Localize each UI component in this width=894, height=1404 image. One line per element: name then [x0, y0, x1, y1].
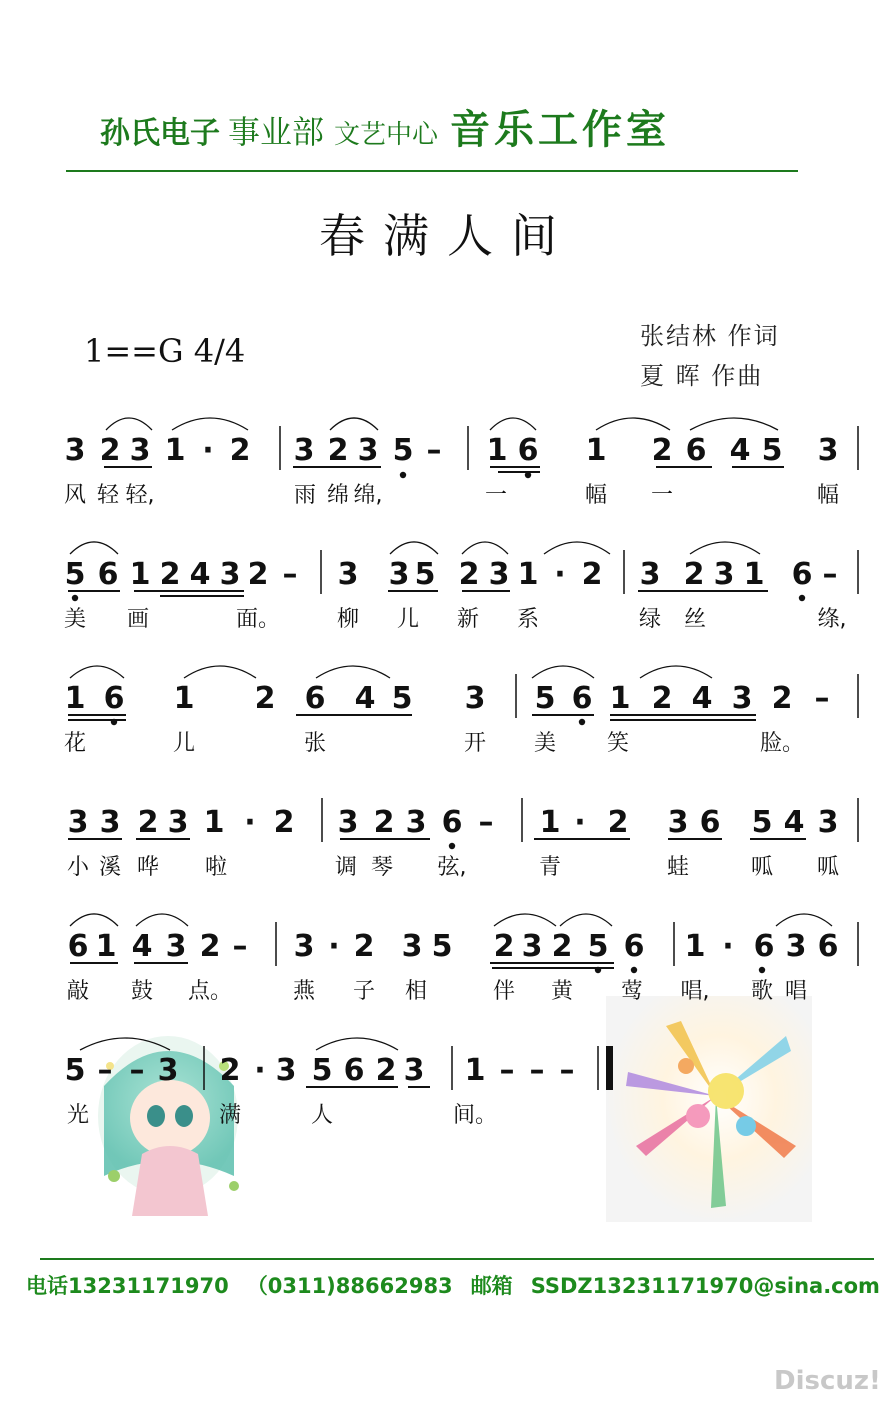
lyric-syllable: 敲 — [66, 979, 90, 1004]
octave-dot — [579, 719, 585, 725]
score-note: 6 — [97, 557, 119, 592]
score-note: 3 — [293, 433, 315, 468]
score-note: 1 — [743, 557, 765, 592]
score-note: 3 — [357, 433, 379, 468]
score-note: 4 — [691, 681, 713, 716]
score-note: – — [282, 557, 298, 592]
score-note: 1 — [684, 929, 706, 964]
score-note: 1 — [585, 433, 607, 468]
lyric-syllable: 面。 — [235, 607, 281, 632]
lyric-syllable: 一 — [650, 483, 674, 508]
slur-arc — [330, 418, 378, 430]
score-note: 5 — [751, 805, 773, 840]
score-note: – — [822, 557, 838, 592]
score-note: · — [254, 1053, 266, 1088]
lyric-syllable: 琴 — [370, 855, 394, 880]
score-note: 2 — [137, 805, 159, 840]
lyric-syllable: 幅 — [584, 483, 608, 508]
score-note: – — [529, 1053, 545, 1088]
score-note: · — [554, 557, 566, 592]
score-note: – — [499, 1053, 515, 1088]
score-note: 5 — [414, 557, 436, 592]
lyric-syllable: 莺 — [620, 979, 644, 1004]
score-note: 3 — [713, 557, 735, 592]
lyric-syllable: 美 — [63, 607, 87, 632]
slur-arc — [106, 418, 152, 430]
octave-dot — [799, 595, 805, 601]
octave-dot — [525, 472, 531, 478]
score-note: 1 — [609, 681, 631, 716]
lyric-syllable: 丝 — [683, 607, 707, 632]
score-note: – — [129, 1053, 145, 1088]
lyric-syllable: 美 — [533, 731, 557, 756]
score-note: 5 — [64, 1053, 86, 1088]
score-note: 1 — [517, 557, 539, 592]
lyric-syllable: 鼓 — [130, 979, 154, 1004]
lyric-syllable: 人 — [310, 1103, 334, 1128]
octave-dot — [759, 967, 765, 973]
score-note: 6 — [817, 929, 839, 964]
lyric-syllable: 脸。 — [759, 731, 805, 756]
score-note: 2 — [373, 805, 395, 840]
score-note: 2 — [375, 1053, 397, 1088]
score-note: 3 — [405, 805, 427, 840]
lyric-syllable: 儿 — [396, 607, 420, 632]
center-name: 文艺中心 — [334, 120, 439, 150]
score-note: 4 — [131, 929, 153, 964]
slur-arc — [70, 666, 124, 678]
score-note: 3 — [817, 433, 839, 468]
octave-dot — [400, 472, 406, 478]
studio-name: 音乐工作室 — [450, 106, 671, 153]
score-note: 2 — [493, 929, 515, 964]
score-note: 3 — [129, 433, 151, 468]
lyric-syllable: 呱 — [750, 855, 774, 880]
score-note: – — [478, 805, 494, 840]
score-note: · — [202, 433, 214, 468]
score-note: 5 — [64, 557, 86, 592]
lyric-syllable: 调 — [334, 855, 358, 880]
score-note: 1 — [173, 681, 195, 716]
slur-arc — [560, 914, 612, 926]
score-note: 6 — [571, 681, 593, 716]
score-note: 3 — [785, 929, 807, 964]
score-note: 6 — [517, 433, 539, 468]
lyric-syllable: 伴 — [492, 979, 516, 1004]
score-note: 2 — [607, 805, 629, 840]
score-note: 2 — [651, 433, 673, 468]
score-note: 3 — [219, 557, 241, 592]
octave-dot — [111, 719, 117, 725]
lyricist-credit: 张结林 作词 — [640, 322, 780, 350]
slur-arc — [80, 1038, 170, 1050]
score-note: 2 — [99, 433, 121, 468]
octave-dot — [631, 967, 637, 973]
score-note: 3 — [167, 805, 189, 840]
score-note: 6 — [441, 805, 463, 840]
score-note: 2 — [219, 1053, 241, 1088]
lyric-syllable: 新 — [456, 607, 480, 632]
forum-watermark: Discuz! — [774, 1366, 881, 1396]
slur-arc — [490, 418, 536, 430]
slur-arc — [70, 914, 118, 926]
score-note: · — [574, 805, 586, 840]
score-note: 3 — [165, 929, 187, 964]
score-note: 2 — [683, 557, 705, 592]
lyric-syllable: 蛙 — [666, 855, 690, 880]
lyric-syllable: 幅 — [816, 483, 840, 508]
score-note: 5 — [431, 929, 453, 964]
slur-arc — [70, 542, 118, 554]
slur-arc — [532, 666, 594, 678]
lyric-syllable: 呱 — [816, 855, 840, 880]
lyric-syllable: 歌 — [750, 979, 774, 1004]
score-note: 3 — [667, 805, 689, 840]
score-note: 5 — [391, 681, 413, 716]
email-label: 邮箱 — [470, 1274, 513, 1298]
key-signature: 1==G 4/4 — [84, 332, 246, 370]
score-note: 5 — [534, 681, 556, 716]
score-note: 6 — [304, 681, 326, 716]
slur-arc — [776, 914, 832, 926]
score-note: 6 — [623, 929, 645, 964]
score-note: 3 — [521, 929, 543, 964]
lyric-syllable: 绿 — [638, 607, 662, 632]
lyric-syllable: 笑 — [606, 731, 630, 756]
score-note: – — [232, 929, 248, 964]
octave-dot — [595, 967, 601, 973]
lyric-syllable: 绵 — [326, 483, 350, 508]
lyric-syllable: 张 — [303, 731, 327, 756]
slur-arc — [462, 542, 508, 554]
lyric-syllable: 一 — [484, 483, 508, 508]
score-note: 1 — [64, 681, 86, 716]
score-note: 2 — [229, 433, 251, 468]
score-note: 5 — [587, 929, 609, 964]
slur-arc — [390, 542, 438, 554]
score-note: 6 — [67, 929, 89, 964]
score-note: 2 — [273, 805, 295, 840]
score-note: 2 — [551, 929, 573, 964]
score-note: 2 — [458, 557, 480, 592]
score-note: 6 — [699, 805, 721, 840]
lyric-syllable: 雨 — [293, 483, 317, 508]
song-title: 春满人间 — [319, 209, 575, 263]
division-name: 事业部 — [228, 113, 325, 151]
lyric-syllable: 点。 — [187, 979, 233, 1004]
lyric-syllable: 风 — [63, 483, 87, 508]
lyric-syllable: 燕 — [292, 979, 316, 1004]
slur-arc — [544, 542, 610, 554]
company-name: 孙氏电子 — [100, 116, 220, 151]
score-note: 5 — [761, 433, 783, 468]
octave-dot — [72, 595, 78, 601]
lyric-syllable: 满 — [218, 1103, 242, 1128]
email-address: SSDZ13231171970@sina.com — [530, 1274, 880, 1298]
score-note: 4 — [783, 805, 805, 840]
score-note: 1 — [129, 557, 151, 592]
score-note: 2 — [247, 557, 269, 592]
score-note: 3 — [488, 557, 510, 592]
score-note: 2 — [159, 557, 181, 592]
score-note: · — [722, 929, 734, 964]
slur-arc — [316, 666, 390, 678]
footer-divider — [40, 1258, 874, 1260]
score-note: 4 — [189, 557, 211, 592]
lyric-syllable: 绦, — [817, 607, 847, 632]
final-bar-thick — [606, 1046, 613, 1090]
slur-arc — [690, 418, 778, 430]
lyric-syllable: 弦, — [437, 855, 467, 880]
lyric-syllable: 哗 — [136, 855, 160, 880]
score-note: · — [244, 805, 256, 840]
score-note: 2 — [254, 681, 276, 716]
score-note: 6 — [753, 929, 775, 964]
score-note: 5 — [311, 1053, 333, 1088]
lyric-syllable: 唱, — [680, 979, 710, 1004]
score-note: 4 — [354, 681, 376, 716]
phone-number: 电话13231171970 — [26, 1274, 229, 1298]
slur-arc — [596, 418, 670, 430]
octave-dot — [449, 843, 455, 849]
score-note: 2 — [199, 929, 221, 964]
score-note: 1 — [203, 805, 225, 840]
slur-arc — [640, 666, 712, 678]
score-note: – — [559, 1053, 575, 1088]
score-note: 1 — [486, 433, 508, 468]
lyric-syllable: 系 — [516, 607, 540, 632]
score-note: 3 — [401, 929, 423, 964]
score-note: – — [426, 433, 442, 468]
score-note: 3 — [157, 1053, 179, 1088]
score-note: – — [814, 681, 830, 716]
lyric-syllable: 黄 — [550, 979, 574, 1004]
lyric-syllable: 子 — [352, 979, 376, 1004]
lyric-syllable: 儿 — [172, 731, 196, 756]
score-note: 3 — [337, 805, 359, 840]
slur-arc — [316, 1038, 398, 1050]
score-note: 3 — [817, 805, 839, 840]
score-note: 3 — [64, 433, 86, 468]
score-note: 3 — [464, 681, 486, 716]
score-note: 1 — [464, 1053, 486, 1088]
score-note: 5 — [392, 433, 414, 468]
score-note: 2 — [581, 557, 603, 592]
lyric-syllable: 相 — [404, 979, 428, 1004]
score-note: 3 — [403, 1053, 425, 1088]
score-note: – — [97, 1053, 113, 1088]
score-note: 2 — [771, 681, 793, 716]
score-note: 6 — [685, 433, 707, 468]
score-note: 6 — [103, 681, 125, 716]
lyric-syllable: 间。 — [452, 1103, 498, 1128]
lyric-syllable: 轻, — [125, 483, 155, 508]
score-note: 2 — [651, 681, 673, 716]
score-note: 3 — [99, 805, 121, 840]
score-note: 3 — [275, 1053, 297, 1088]
lyric-syllable: 开 — [463, 731, 487, 756]
score-note: 2 — [353, 929, 375, 964]
slur-arc — [136, 914, 188, 926]
lyric-syllable: 花 — [63, 731, 87, 756]
lyric-syllable: 光 — [66, 1103, 90, 1128]
score-note: 1 — [539, 805, 561, 840]
score-note: 1 — [164, 433, 186, 468]
score-note: 1 — [95, 929, 117, 964]
slur-arc — [494, 914, 556, 926]
score-note: 3 — [293, 929, 315, 964]
landline-number: （0311)88662983 — [246, 1274, 453, 1298]
score-note: 3 — [639, 557, 661, 592]
score-note: · — [328, 929, 340, 964]
score-note: 2 — [327, 433, 349, 468]
lyric-syllable: 唱 — [784, 979, 808, 1004]
composer-credit: 夏 晖 作曲 — [640, 362, 764, 390]
lyric-syllable: 轻 — [96, 483, 120, 508]
score-note: 3 — [67, 805, 89, 840]
contact-footer — [26, 1270, 886, 1300]
slur-arc — [690, 542, 760, 554]
score-note: 3 — [337, 557, 359, 592]
lyric-syllable: 小 — [66, 855, 90, 880]
score-note: 6 — [791, 557, 813, 592]
score-note: 3 — [388, 557, 410, 592]
lyric-syllable: 啦 — [204, 855, 228, 880]
slur-arc — [172, 418, 248, 430]
lyric-syllable: 柳 — [336, 607, 360, 632]
lyric-syllable: 青 — [538, 855, 562, 880]
lyric-syllable: 画 — [126, 607, 150, 632]
score-note: 4 — [729, 433, 751, 468]
lyric-syllable: 溪 — [98, 855, 122, 880]
slur-arc — [184, 666, 256, 678]
score-note: 3 — [731, 681, 753, 716]
lyric-syllable: 绵, — [353, 483, 383, 508]
score-note: 6 — [343, 1053, 365, 1088]
